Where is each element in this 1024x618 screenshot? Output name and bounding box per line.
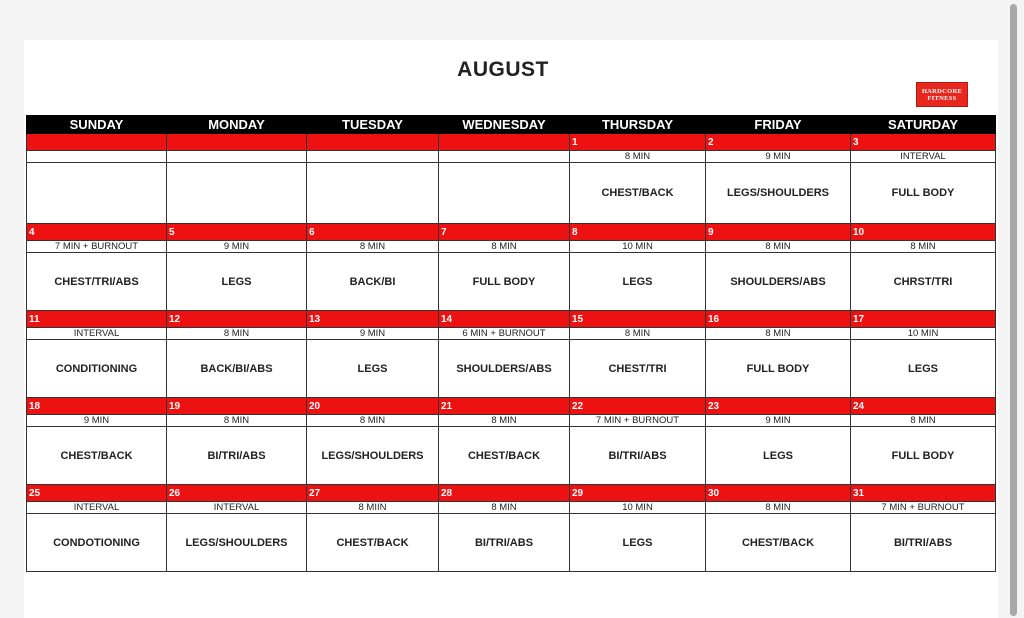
duration-cell: 10 MIN [570, 502, 706, 514]
date-cell: 6 [307, 224, 439, 241]
workout-cell: BACK/BI [307, 253, 439, 311]
date-cell: 29 [570, 485, 706, 502]
date-cell: 28 [439, 485, 570, 502]
date-cell: 8 [570, 224, 706, 241]
week-3-workouts-row [27, 340, 996, 398]
duration-cell: 7 MIN + BURNOUT [27, 241, 167, 253]
workout-cell: BACK/BI/ABS [167, 340, 307, 398]
date-cell: 10 [851, 224, 996, 241]
date-cell: 12 [167, 311, 307, 328]
duration-cell: 8 MIN [706, 328, 851, 340]
duration-cell: 8 MIN [570, 151, 706, 163]
workout-cell: LEGS [307, 340, 439, 398]
duration-cell: 8 MIN [167, 415, 307, 427]
date-cell: 27 [307, 485, 439, 502]
duration-cell: INTERVAL [851, 151, 996, 163]
weekday-header-row [27, 116, 996, 134]
date-cell: 13 [307, 311, 439, 328]
week-2-dates-row [27, 224, 996, 241]
date-cell [167, 134, 307, 151]
workout-cell: SHOULDERS/ABS [439, 340, 570, 398]
date-cell: 9 [706, 224, 851, 241]
duration-cell: 8 MIN [851, 415, 996, 427]
duration-cell: 9 MIN [27, 415, 167, 427]
week-2-durations-row [27, 241, 996, 253]
hardcore-fitness-logo [916, 82, 968, 107]
document-page [24, 40, 998, 618]
duration-cell: INTERVAL [27, 328, 167, 340]
date-cell: 26 [167, 485, 307, 502]
duration-cell [307, 151, 439, 163]
date-cell: 15 [570, 311, 706, 328]
date-cell: 16 [706, 311, 851, 328]
workout-cell: LEGS [167, 253, 307, 311]
week-5-durations-row [27, 502, 996, 514]
week-3-durations-row [27, 328, 996, 340]
duration-cell: 8 MIN [706, 241, 851, 253]
duration-cell: 8 MIN [307, 415, 439, 427]
workout-cell: LEGS [570, 514, 706, 572]
duration-cell: 8 MIN [307, 241, 439, 253]
duration-cell: 9 MIN [307, 328, 439, 340]
date-cell: 24 [851, 398, 996, 415]
date-cell: 11 [27, 311, 167, 328]
duration-cell: 10 MIN [851, 328, 996, 340]
week-5-workouts-row [27, 514, 996, 572]
workout-cell: SHOULDERS/ABS [706, 253, 851, 311]
day-header-wednesday: WEDNESDAY [439, 116, 570, 134]
date-cell: 17 [851, 311, 996, 328]
duration-cell: 8 MIN [439, 415, 570, 427]
date-cell: 22 [570, 398, 706, 415]
workout-cell: FULL BODY [706, 340, 851, 398]
duration-cell: 10 MIN [570, 241, 706, 253]
day-header-sunday: SUNDAY [27, 116, 167, 134]
workout-cell: CONDOTIONING [27, 514, 167, 572]
date-cell: 23 [706, 398, 851, 415]
duration-cell: 7 MIN + BURNOUT [570, 415, 706, 427]
duration-cell: 8 MIN [439, 241, 570, 253]
workout-cell: LEGS [851, 340, 996, 398]
duration-cell [167, 151, 307, 163]
workout-cell [307, 163, 439, 224]
workout-cell: CHRST/TRI [851, 253, 996, 311]
duration-cell: INTERVAL [167, 502, 307, 514]
duration-cell: 9 MIN [706, 415, 851, 427]
date-cell: 18 [27, 398, 167, 415]
workout-cell: LEGS/SHOULDERS [706, 163, 851, 224]
date-cell: 21 [439, 398, 570, 415]
workout-cell: LEGS/SHOULDERS [167, 514, 307, 572]
workout-cell: FULL BODY [851, 427, 996, 485]
week-5-dates-row [27, 485, 996, 502]
duration-cell: 8 MIIN [307, 502, 439, 514]
workout-cell: BI/TRI/ABS [439, 514, 570, 572]
vertical-scrollbar[interactable] [1010, 4, 1017, 616]
day-header-monday: MONDAY [167, 116, 307, 134]
workout-cell [27, 163, 167, 224]
workout-cell: BI/TRI/ABS [167, 427, 307, 485]
duration-cell: INTERVAL [27, 502, 167, 514]
workout-cell: CHEST/BACK [27, 427, 167, 485]
week-1-durations-row [27, 151, 996, 163]
day-header-saturday: SATURDAY [851, 116, 996, 134]
date-cell: 20 [307, 398, 439, 415]
day-header-tuesday: TUESDAY [307, 116, 439, 134]
workout-cell: LEGS [706, 427, 851, 485]
workout-cell: FULL BODY [439, 253, 570, 311]
duration-cell: 9 MIN [167, 241, 307, 253]
logo-line-1: HARDCORE [921, 87, 963, 95]
date-cell: 31 [851, 485, 996, 502]
workout-cell: CHEST/TRI/ABS [27, 253, 167, 311]
date-cell: 1 [570, 134, 706, 151]
date-cell [27, 134, 167, 151]
duration-cell: 7 MIN + BURNOUT [851, 502, 996, 514]
page-title: AUGUST [457, 58, 549, 81]
workout-cell [167, 163, 307, 224]
week-4-durations-row [27, 415, 996, 427]
day-header-thursday: THURSDAY [570, 116, 706, 134]
workout-cell: LEGS/SHOULDERS [307, 427, 439, 485]
workout-cell: CHEST/BACK [439, 427, 570, 485]
workout-cell: CHEST/BACK [307, 514, 439, 572]
duration-cell: 8 MIN [851, 241, 996, 253]
duration-cell: 8 MIN [570, 328, 706, 340]
date-cell [307, 134, 439, 151]
logo-line-2: FITNESS [927, 94, 957, 102]
duration-cell: 8 MIN [439, 502, 570, 514]
week-3-dates-row [27, 311, 996, 328]
week-4-dates-row [27, 398, 996, 415]
duration-cell [27, 151, 167, 163]
day-header-friday: FRIDAY [706, 116, 851, 134]
date-cell: 2 [706, 134, 851, 151]
workout-cell: CHEST/BACK [706, 514, 851, 572]
date-cell: 7 [439, 224, 570, 241]
week-1-dates-row [27, 134, 996, 151]
week-4-workouts-row [27, 427, 996, 485]
workout-cell: BI/TRI/ABS [570, 427, 706, 485]
workout-cell: BI/TRI/ABS [851, 514, 996, 572]
duration-cell [439, 151, 570, 163]
date-cell: 5 [167, 224, 307, 241]
workout-cell: CONDITIONING [27, 340, 167, 398]
date-cell: 14 [439, 311, 570, 328]
week-1-workouts-row [27, 163, 996, 224]
duration-cell: 8 MIN [706, 502, 851, 514]
date-cell: 25 [27, 485, 167, 502]
duration-cell: 9 MIN [706, 151, 851, 163]
date-cell: 30 [706, 485, 851, 502]
date-cell: 19 [167, 398, 307, 415]
week-2-workouts-row [27, 253, 996, 311]
workout-cell: LEGS [570, 253, 706, 311]
date-cell: 3 [851, 134, 996, 151]
workout-cell [439, 163, 570, 224]
date-cell [439, 134, 570, 151]
workout-cell: CHEST/TRI [570, 340, 706, 398]
duration-cell: 6 MIN + BURNOUT [439, 328, 570, 340]
calendar-table [26, 115, 996, 572]
workout-cell: FULL BODY [851, 163, 996, 224]
duration-cell: 8 MIN [167, 328, 307, 340]
workout-cell: CHEST/BACK [570, 163, 706, 224]
date-cell: 4 [27, 224, 167, 241]
